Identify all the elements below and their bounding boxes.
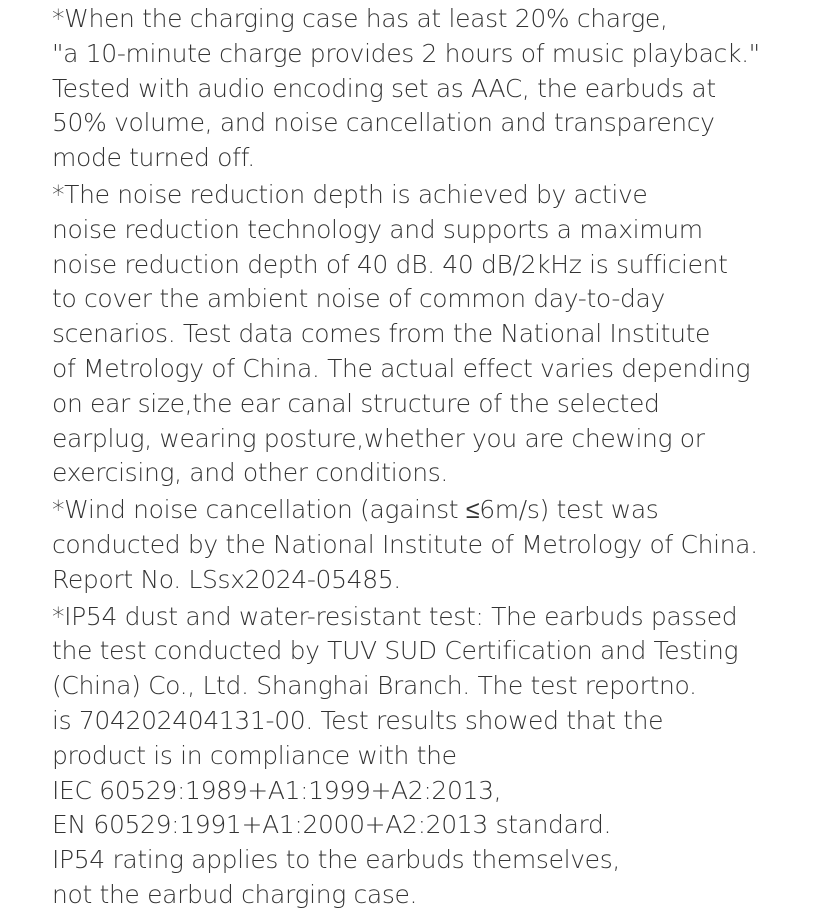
text-line: *The noise reduction depth is achieved by active: [52, 179, 648, 209]
footnote-ip54: [52, 600, 814, 913]
footnotes-document: [52, 2, 814, 913]
text-line: Tested with audio encoding set as AAC, the earbuds at: [52, 73, 716, 103]
text-line: IEC 60529:1989+A1:1999+A2:2013,: [52, 775, 502, 805]
text-line: of Metrology of China. The actual effect varies depending: [52, 353, 751, 383]
text-line: noise reduction depth of 40 dB. 40 dB/2kHz is sufficient: [52, 249, 728, 279]
text-line: *When the charging case has at least 20% charge,: [52, 4, 668, 33]
text-line: Report No. LSsx2024-05485.: [52, 564, 401, 594]
text-line: mode turned off.: [52, 143, 255, 173]
text-line: product is in compliance with the: [52, 740, 457, 770]
text-line: exercising, and other conditions.: [52, 458, 449, 488]
text-line: earplug, wearing posture,whether you are chewing or: [52, 423, 705, 453]
text-line: noise reduction technology and supports a maximum: [52, 214, 703, 244]
text-line: 50% volume, and noise cancellation and transparency: [52, 108, 715, 138]
text-line: (China) Co., Ltd. Shanghai Branch. The test reportno.: [52, 671, 697, 701]
footnote-charging: [52, 2, 814, 176]
footnote-noise-reduction: [52, 178, 814, 491]
text-line: is 704202404131-00. Test results showed that the: [52, 705, 664, 735]
text-line: conducted by the National Institute of Metrology of China.: [52, 529, 758, 559]
text-line: on ear size,the ear canal structure of the selected: [52, 388, 660, 418]
footnote-wind-noise: [52, 493, 814, 597]
text-line: *IP54 dust and water-resistant test: The earbuds passed: [52, 601, 738, 631]
text-line: scenarios. Test data comes from the National Institute: [52, 319, 711, 349]
text-line: *Wind noise cancellation (against ≤6m/s) test was: [52, 495, 659, 525]
text-line: "a 10-minute charge provides 2 hours of music playback.": [52, 38, 760, 68]
text-line: the test conducted by TUV SUD Certification and Testing: [52, 636, 739, 666]
text-line: to cover the ambient noise of common day-to-day: [52, 284, 665, 314]
text-line: IP54 rating applies to the earbuds themselves,: [52, 845, 620, 875]
text-line: not the earbud charging case.: [52, 879, 418, 909]
text-line: EN 60529:1991+A1:2000+A2:2013 standard.: [52, 810, 612, 840]
